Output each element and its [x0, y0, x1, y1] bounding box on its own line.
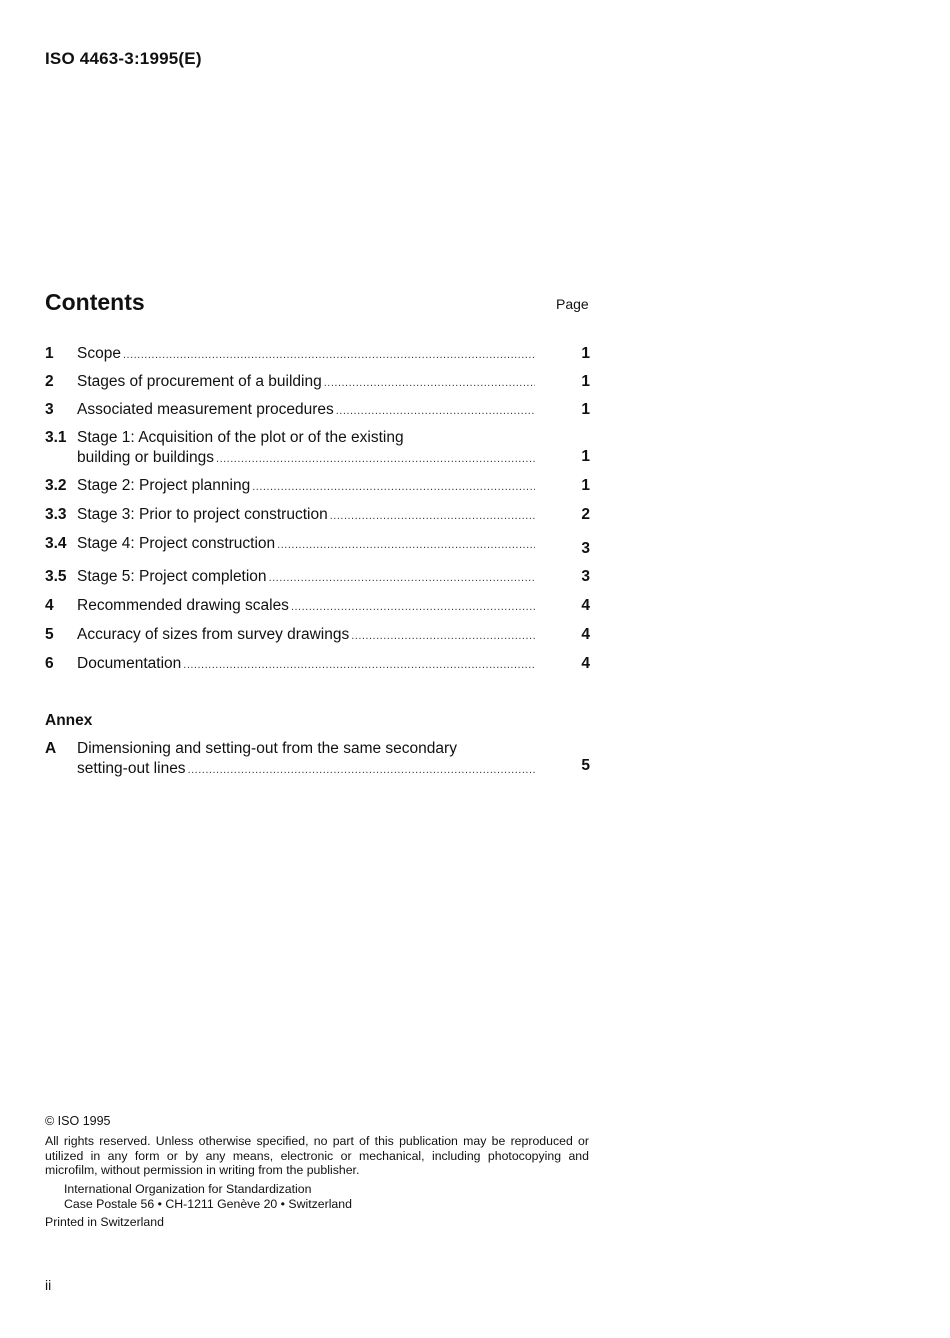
toc-entry-number: 2 [45, 373, 54, 390]
annex-entry[interactable] [45, 739, 590, 779]
dot-leader [351, 626, 535, 646]
toc-entry-title: Accuracy of sizes from survey drawings [77, 626, 350, 643]
document-identifier: ISO 4463-3:1995(E) [45, 49, 202, 68]
toc-entry-page: 3 [581, 568, 590, 585]
dot-leader [269, 568, 535, 588]
toc-entry-number: 3.3 [45, 506, 67, 523]
toc-entry-number: 3.1 [45, 429, 67, 446]
page-column-label: Page [556, 296, 589, 312]
publisher-name: International Organization for Standardization [64, 1182, 312, 1196]
toc-entry-title: Recommended drawing scales [77, 597, 289, 614]
dot-leader [291, 597, 535, 617]
annex-entry-title-continued: setting-out lines [77, 760, 186, 777]
toc-entry-number: 5 [45, 626, 54, 643]
toc-entry-number: 3.5 [45, 568, 67, 585]
copyright-notice: © ISO 1995 [45, 1114, 111, 1128]
toc-entry-title: Stage 3: Prior to project construction [77, 506, 328, 523]
rights-text: All rights reserved. Unless otherwise specified, no part of this publication may be reproduced or utilized in any form or by any means, electronic or mechanical, including photocopying and microfilm, without permission in writing from the publisher. [45, 1134, 589, 1177]
toc-entry-title: Stages of procurement of a building [77, 373, 322, 390]
toc-entry-title: Stage 5: Project completion [77, 568, 267, 585]
dot-leader [216, 449, 535, 469]
dot-leader [252, 477, 535, 497]
dot-leader [330, 506, 535, 526]
rights-statement [45, 1134, 589, 1178]
toc-entry-number: 3.4 [45, 535, 67, 552]
toc-entry-number: 6 [45, 655, 54, 672]
toc-entry-number: 4 [45, 597, 54, 614]
toc-entry-page: 4 [581, 597, 590, 614]
dot-leader [188, 760, 535, 780]
toc-entry-number: 1 [45, 345, 54, 362]
dot-leader [324, 373, 535, 393]
toc-entry-number: 3 [45, 401, 54, 418]
annex-entry-title: Dimensioning and setting-out from the same secondary [77, 740, 457, 757]
annex-heading: Annex [45, 712, 93, 729]
toc-entry-title: Associated measurement procedures [77, 401, 334, 418]
annex-entry-page: 5 [581, 757, 590, 774]
toc-entry-page: 2 [581, 506, 590, 523]
toc-entry-page: 1 [581, 345, 590, 362]
toc-entry-page: 4 [581, 626, 590, 643]
printed-in-notice: Printed in Switzerland [45, 1215, 164, 1229]
toc-entry-title: Stage 4: Project construction [77, 535, 276, 552]
publisher-postal-address: Case Postale 56 • CH-1211 Genève 20 • Switzerland [64, 1196, 352, 1211]
toc-entry-title: Documentation [77, 655, 182, 672]
toc-entry-page: 1 [581, 401, 590, 418]
contents-title: Contents [45, 289, 145, 315]
toc-entry[interactable] [45, 428, 590, 468]
toc-entry-number: 3.2 [45, 477, 67, 494]
publisher-address [64, 1182, 352, 1211]
toc-entry-page: 1 [581, 477, 590, 494]
dot-leader [277, 535, 535, 555]
annex-entry-letter: A [45, 740, 57, 757]
dot-leader [123, 345, 535, 365]
page-number: ii [45, 1277, 52, 1293]
toc-entry-title-continued: building or buildings [77, 449, 215, 466]
dot-leader [336, 401, 535, 421]
toc-entry-page: 4 [581, 655, 590, 672]
toc-entry-title: Stage 1: Acquisition of the plot or of the existing [77, 429, 404, 446]
toc-entry-page: 1 [581, 448, 590, 465]
dot-leader [183, 655, 535, 675]
toc-entry-page: 1 [581, 373, 590, 390]
toc-entry-title: Stage 2: Project planning [77, 477, 251, 494]
toc-entry-title: Scope [77, 345, 121, 362]
toc-entry-page: 3 [581, 540, 590, 557]
